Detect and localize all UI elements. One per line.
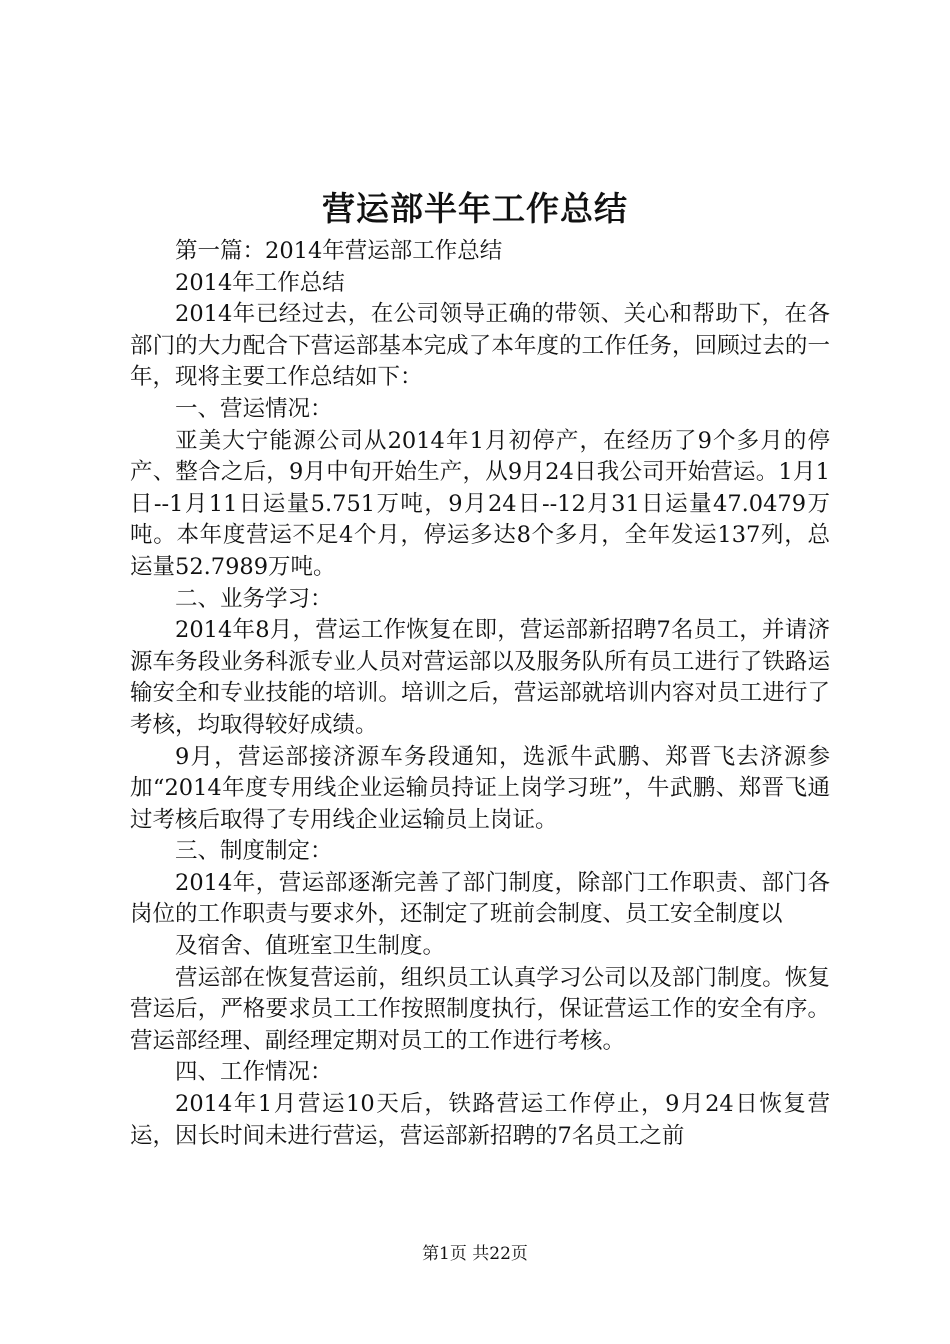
document-body: [130, 236, 830, 1152]
section-heading-training: 二、业务学习：: [175, 585, 333, 612]
paragraph-part-heading: 第一篇：2014年营运部工作总结: [175, 238, 503, 264]
document-title: 营运部半年工作总结: [322, 189, 628, 228]
page-footer: 第1页 共22页: [422, 1244, 528, 1264]
paragraph-intro: 2014年已经过去，在公司领导正确的带领、关心和帮助下，在各部门的大力配合下营运部基本完成了本年度的工作任务，回顾过去的一年，现将主要工作总结如下：: [130, 301, 830, 391]
section-heading-operations: 一、营运情况：: [175, 395, 333, 422]
paragraph-work: 2014年1月营运10天后，铁路营运工作停止，9月24日恢复营运，因长时间未进行营运，营运部新招聘的7名员工之前: [130, 1091, 830, 1149]
section-heading-rules: 三、制度制定：: [175, 838, 333, 865]
paragraph-rules-1: 2014年，营运部逐渐完善了部门制度，除部门工作职责、部门各岗位的工作职责与要求外，还制定了班前会制度、员工安全制度以: [130, 869, 830, 928]
paragraph-subtitle: 2014年工作总结: [175, 269, 345, 296]
paragraph-operations: 亚美大宁能源公司从2014年1月初停产，在经历了9个多月的停产、整合之后，9月中旬开始生产，从9月24日我公司开始营运。1月1日--1月11日运量5.751万吨，9月24日--12月31日运量47.0479万吨。本年度营运不足4个月，停运多达8个多月，全年发运137列，总运量52.7989万吨。: [130, 427, 830, 580]
paragraph-rules-continued: 及宿舍、值班室卫生制度。: [175, 933, 446, 960]
paragraph-rules-2: 营运部在恢复营运前，组织员工认真学习公司以及部门制度。恢复营运后，严格要求员工工作按照制度执行，保证营运工作的安全有序。营运部经理、副经理定期对员工的工作进行考核。: [130, 964, 830, 1054]
paragraph-training-1: 2014年8月，营运工作恢复在即，营运部新招聘7名员工，并请济源车务段业务科派专业人员对营运部以及服务队所有员工进行了铁路运输安全和专业技能的培训。培训之后，营运部就培训内容对员工进行了考核，均取得较好成绩。: [130, 617, 830, 738]
section-heading-work: 四、工作情况：: [175, 1059, 333, 1086]
paragraph-training-2: 9月，营运部接济源车务段通知，选派牛武鹏、郑晋飞去济源参加“2014年度专用线企业运输员持证上岗学习班”，牛武鹏、郑晋飞通过考核后取得了专用线企业运输员上岗证。: [130, 743, 830, 833]
